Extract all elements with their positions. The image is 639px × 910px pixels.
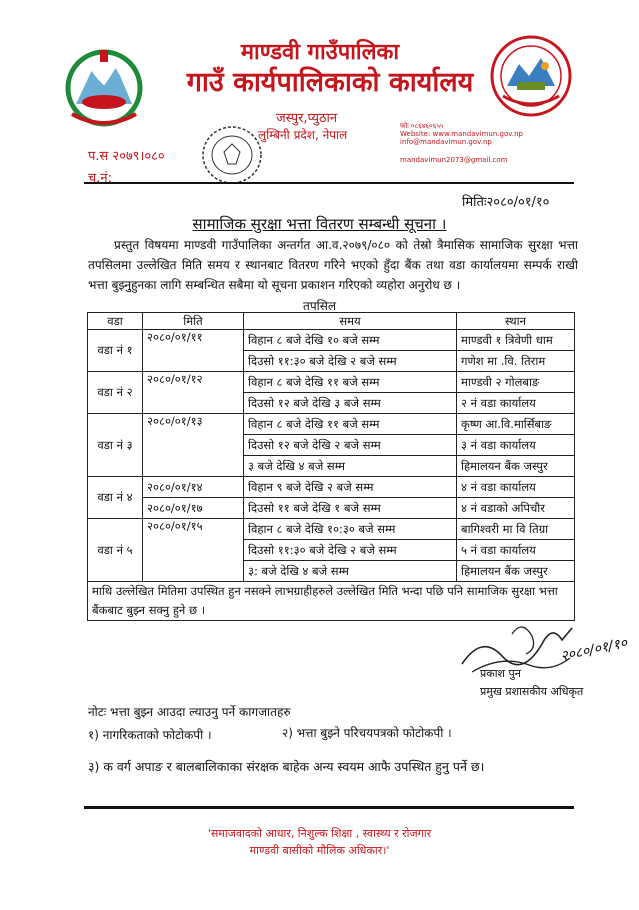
office-stamp-icon bbox=[200, 124, 264, 186]
ward-cell: वडा नं ३ bbox=[88, 414, 143, 477]
notes-heading: नोटः भत्ता बुझ्न आउदा ल्याउनु पर्ने कागजातहरु bbox=[88, 705, 291, 719]
place-cell: ४ नं वडाको अपिचौर bbox=[457, 498, 575, 519]
ward-cell: वडा नं २ bbox=[88, 372, 143, 414]
time-cell: ३: बजे देखि ४ बजे सम्म bbox=[244, 561, 457, 582]
time-cell: विहान ८ बजे देखि ११ बजे सम्म bbox=[244, 414, 457, 435]
header-place: स्थान bbox=[457, 313, 575, 330]
table-row bbox=[88, 477, 575, 498]
notice-title: सामाजिक सुरक्षा भत्ता वितरण सम्बन्धी सूचना । bbox=[192, 215, 447, 233]
date-cell: २०८०/०१/१२ bbox=[143, 372, 244, 414]
contact-email: mandavimun2073@gmail.com bbox=[400, 156, 508, 164]
time-cell: विहान ८ बजे देखि ११ बजे सम्म bbox=[244, 372, 457, 393]
table-footnote: माथि उल्लेखित मितिमा उपस्थित हुन नसक्ने लाभग्राहीहरुले उल्लेखित मिति भन्दा पछि पनि सामाजिक सुरक्षा भत्ता बैंकबाट बुझ्न सक्नु हुने छ । bbox=[88, 582, 575, 621]
place-cell: ५ नं वडा कार्यालय bbox=[457, 540, 575, 561]
place-cell: माण्डवी १ त्रिवेणी धाम bbox=[457, 330, 575, 351]
time-cell: दिउसो ११ बजे देखि १ बजे सम्म bbox=[244, 498, 457, 519]
address-line2: लुम्बिनी प्रदेश, नेपाल bbox=[258, 128, 348, 142]
ward-cell: वडा नं ४ bbox=[88, 477, 143, 519]
org-name: माण्डवी गाउँपालिका bbox=[240, 40, 400, 65]
notice-body: प्रस्तुत विषयमा माण्डवी गाउँपालिका अन्तर्गत आ.व.२०७९/०८० को तेस्रो त्रैमासिक सामाजिक सुरक्षा भत्ता तपसिलमा उल्लेखित मिति समय र स्थानबाट वितरण गरिने भएको हुँदा बैंक तथा वडा कार्यालयमा सम्पर्क राखी भत्ता बुझ्नुहुनका लागि सम्बन्धित सबैमा यो सूचना प्रकाशन गरिएको व्यहोरा अनुरोध छ । bbox=[88, 238, 578, 292]
header-date: मिति bbox=[143, 313, 244, 330]
date-cell: २०८०/०१/१३ bbox=[143, 414, 244, 477]
office-name: गाउँ कार्यपालिकाको कार्यालय bbox=[186, 67, 474, 98]
schedule-heading: तपसिल bbox=[302, 299, 336, 313]
contact-website: Website: www.mandavimun.gov.np bbox=[400, 130, 523, 138]
contact-phone: फोः ०८६४६०६५५ bbox=[400, 122, 444, 130]
place-cell: ३ नं वडा कार्यालय bbox=[457, 435, 575, 456]
schedule-table bbox=[87, 312, 575, 621]
time-cell: विहान ८ बजे देखि १०:३० बजे सम्म bbox=[244, 519, 457, 540]
date-cell: २०८०/०१/१७ bbox=[143, 498, 244, 519]
time-cell: ३ बजे देखि ४ बजे सम्म bbox=[244, 456, 457, 477]
time-cell: दिउसो ११:३० बजे देखि २ बजे सम्म bbox=[244, 351, 457, 372]
signatory-name: प्रकाश पुन bbox=[480, 667, 521, 680]
patra-sankhya: प.स २०७९।०८० bbox=[88, 149, 165, 164]
table-header-row bbox=[88, 313, 575, 330]
municipality-logo-icon bbox=[489, 34, 573, 118]
table-row bbox=[88, 414, 575, 435]
chalani-number: च.नं: bbox=[88, 171, 112, 186]
time-cell: दिउसो १२ बजे देखि ३ बजे सम्म bbox=[244, 393, 457, 414]
header-ward: वडा bbox=[88, 313, 143, 330]
footer-slogan-2: माण्डवी बासीको मौलिक अधिकार।' bbox=[249, 844, 390, 857]
place-cell: हिमालयन बैंक जस्पुर bbox=[457, 561, 575, 582]
notice-date: मितिः२०८०/०१/१० bbox=[462, 195, 550, 210]
place-cell: माण्डवी २ गोलबाङ bbox=[457, 372, 575, 393]
notes-item-3: ३) क वर्ग अपाङ र बालबालिकाका संरक्षक बाहेक अन्य स्वयम आफै उपस्थित हुनु पर्ने छ। bbox=[88, 759, 485, 774]
table-row bbox=[88, 372, 575, 393]
table-row bbox=[88, 498, 575, 519]
contact-info-email: info@mandavimun.gov.np bbox=[400, 138, 492, 146]
place-cell: गणेश मा .वि. तिराम bbox=[457, 351, 575, 372]
table-row bbox=[88, 330, 575, 351]
date-cell: २०८०/०१/११ bbox=[143, 330, 244, 372]
place-cell: २ नं वडा कार्यालय bbox=[457, 393, 575, 414]
footer-slogan-1: 'समाजवादको आधार, निशुल्क शिक्षा , स्वास्थ्य र रोजगार bbox=[207, 827, 432, 840]
nepal-emblem-icon bbox=[62, 44, 146, 128]
ward-cell: वडा नं ५ bbox=[88, 519, 143, 582]
place-cell: ४ नं वडा कार्यालय bbox=[457, 477, 575, 498]
date-cell: २०८०/०१/१५ bbox=[143, 519, 244, 582]
time-cell: दिउसो ११:३० बजे देखि २ बजे सम्म bbox=[244, 540, 457, 561]
handwritten-date: २०८०/०१/१० bbox=[559, 635, 629, 665]
time-cell: विहान ९ बजे देखि २ बजे सम्म bbox=[244, 477, 457, 498]
signatory-title: प्रमुख प्रशासकीय अधिकृत bbox=[480, 685, 584, 698]
address-line1: जस्पुर,प्युठान bbox=[276, 111, 338, 126]
contact-block bbox=[400, 122, 550, 146]
notes-item-1: १) नागरिकताको फोटोकपी । bbox=[88, 728, 212, 742]
place-cell: बागिश्वरी मा वि तिग्रा bbox=[457, 519, 575, 540]
footer-divider bbox=[84, 806, 574, 809]
place-cell: हिमालयन बैंक जस्पुर bbox=[457, 456, 575, 477]
place-cell: कृष्ण आ.वि.मार्सिबाङ bbox=[457, 414, 575, 435]
time-cell: दिउसो १२ बजे देखि २ बजे सम्म bbox=[244, 435, 457, 456]
time-cell: विहान ८ बजे देखि १० बजे सम्म bbox=[244, 330, 457, 351]
table-row bbox=[88, 519, 575, 540]
date-cell: २०८०/०१/१४ bbox=[143, 477, 244, 498]
header-time: समय bbox=[244, 313, 457, 330]
notes-item-2: २) भत्ता बुझ्ने परिचयपत्रको फोटोकपी । bbox=[282, 726, 452, 740]
header-divider bbox=[84, 182, 574, 184]
ward-cell: वडा नं १ bbox=[88, 330, 143, 372]
